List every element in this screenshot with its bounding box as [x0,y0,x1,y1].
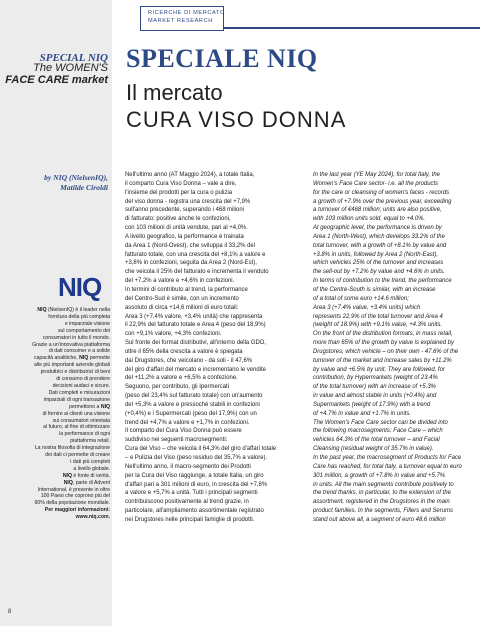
body-line-it: di fatturato; positive anche le confezioni, [125,216,231,223]
page-number: 8 [8,609,12,615]
body-line-it: Nell'ultimo anno (AT Maggio 2024), a totale Italia, [125,172,255,178]
niq-description-line: NIQ, parte di Advent [63,479,110,486]
body-line-it: Il comparto del Cura Viso Donna può essere [125,428,242,435]
body-line-en: contribution, by Hypermarkets (weight of 23.4% [313,375,438,382]
header-label-en: MARKET RESEARCH [148,18,213,24]
body-line-it: da Area 1 (Nord-Ovest), che sviluppa il 33,2% del [125,242,256,249]
body-line-en: In terms of contribution to the trend, the performance [313,278,452,285]
body-line-en: +3.8% in units, followed by Area 2 (North-East), [313,251,439,258]
body-line-it: del giro d'affari del mercato e incrementano le vendite [125,366,266,373]
body-line-it: il 22,9% del fatturato totale e Area 4 (peso del 18,9%) [125,322,266,329]
body-line-en: stand out above all, a segment of euro 48.6 million [313,516,446,523]
body-line-en: product families. In the segments, Fillers and Serums [313,508,453,515]
niq-description-line: a livello globale. [73,465,110,472]
niq-logo: NIQ [58,272,102,302]
body-line-en: Care has reached, for total Italy, a turnover equal to euro [313,463,462,470]
niq-description-line: decisioni audaci e sicure. [52,382,110,389]
body-line-it: contribuiscono positivamente al trend grazie, in [125,499,249,506]
body-line-it: con 103 milioni di unità vendute, pari al +4,0%. [125,225,248,232]
niq-description [2,307,110,521]
article-title-line1: Il mercato [126,80,223,105]
body-text-italian [125,171,295,525]
niq-description-line: 90% della popolazione mondiale. [34,500,110,507]
body-line-it: +3,8% in confezioni, seguita da Area 2 (Nord-Est), [125,260,257,267]
niq-description-line: NIQ è fonte di verità. [62,472,110,479]
body-line-en: of a total of some euro +14.6 million; [313,295,409,302]
body-line-it: a valore e +5,7% a unità. Tutti i principali segmenti [125,490,258,497]
niq-description-line: di consumo di prendere [56,376,110,383]
author-line2: Matilde Ciroldi [60,183,108,192]
body-line-it: sull'anno precedente, superando i 468 milioni [125,207,244,214]
niq-description-line: di dati consumer e a solide [48,348,110,355]
body-line-it: (+0,4%) e i Supermercati (peso del 17,9%) con un [125,410,257,417]
niq-description-line: consumatori in tutto il mondo. [42,334,110,341]
body-line-it: In termini di contributo al trend, la performance [125,286,248,293]
body-line-en: vehicles 64.3% of the total turnover – and Facial [313,437,440,444]
niq-description-line: capacità analitiche, NIQ permette [33,355,110,362]
author-line1: by NIQ (NielsenIQ), [44,173,108,182]
niq-description-line: www.niq.com. [75,514,110,521]
niq-description-line: di fornire ai clienti una visione [42,410,110,417]
body-line-en: At geographic level, the performance is driven by [313,225,442,232]
body-line-en: of the Centre-South is similar, with an increase [313,286,436,293]
body-line-it: – e Pulizia del Viso (peso residuo del 35,7% a valore). [125,455,268,461]
body-line-en: in value and almost stable in units (+0.4%) and [313,393,437,400]
body-text-english [313,171,479,525]
body-line-it: A livello geografico, la performance è trainata [125,233,244,240]
niq-description-line: fornitura della più completa [48,313,110,320]
niq-description-line: 100 Paesi che coprono più del [40,493,110,500]
niq-description-line: Per maggiori informazioni: [44,507,110,514]
niq-description-line: i dati più completi [70,458,110,465]
body-line-en: in units. All the main segments contribute positively to [313,481,454,488]
body-line-it: Nell'ultimo anno, il macro-segmento dei Prodotti [125,463,251,470]
body-line-it: assoluto di circa +14,6 milioni di euro totali: [125,304,239,311]
body-line-en: The Women's Face Care sector can be divided into [313,419,448,426]
body-line-en: of the total turnover) with an increase of +5.3% [313,384,436,391]
body-line-it: trend del +4,7% a valore e +1,7% in confezioni. [125,419,250,426]
body-line-en: In the past year, the macrosegment of Products for Face [313,455,462,461]
niq-description-line: la performance di ogni [59,431,110,438]
body-line-it: oltre il 65% della crescita a valore è spiegata [125,348,243,355]
body-line-en: the following macrosegments: Face Care – which [313,428,443,435]
niq-description-line: piattaforma retail. [70,438,110,445]
body-line-it: (peso del 23,4% sul fatturato totale) con un'aumento [125,393,263,400]
body-line-en: Supermarkets (weight of 17.9%) with a trend [313,401,431,408]
body-line-it: suddiviso nei seguenti macrosegmenti: [125,437,228,444]
author-credit [0,173,108,193]
niq-description-line: Grazie a un'innovativa piattaforma [32,341,110,348]
body-line-en: with 103 million units sold, equal to +4.0%. [313,216,426,223]
body-line-it: d'affari pari a 301 milioni di euro, in crescita del +7,8% [125,481,268,488]
body-line-it: che veicola il 25% del fatturato e incrementa il venduto [125,269,269,276]
niq-description-line: imparziali di ogni transazione [43,396,110,403]
body-line-en: a turnover of €468 million; units are also positive, [313,207,442,214]
niq-description-line: sul comportamento dei [57,327,110,334]
body-line-en: Cleansing (residual weight of 35.7% in value). [313,446,434,453]
body-line-it: il comparto Cura Viso Donna – vale a dire, [125,180,237,187]
niq-description-line: dei dati ci permette di creare [45,452,110,459]
body-line-it: del +7,2% a valore e +4,6% in confezioni. [125,278,235,285]
body-line-en: assortment, registered in the Drugstores in the main [313,499,450,506]
sidebar-special-label: SPECIAL NIQ [39,52,108,64]
article-title-line2: CURA VISO DONNA [126,107,347,132]
body-line-en: more than 65% of the growth by value is explained by [313,340,454,347]
body-line-it: del viso donna - registra una crescita del +7,9% [125,198,251,205]
body-line-it: per la Cura del Viso raggiunge, a totale Italia, un giro [125,472,264,479]
body-line-it: del +11,2% a valore e +6,5% a confezione. [125,375,238,382]
body-line-it: del Centro-Sud è simile, con un incremento [125,295,239,302]
body-line-en: total turnover, with a growth of +8.1% by value and [313,242,447,249]
header-label-it: RICERCHE DI MERCATO [148,10,225,16]
niq-description-line: La nostra filosofia di integrazione [34,445,110,452]
body-line-it: dai Drugstores, che veicolano - da soli - il 47,6% [125,357,253,364]
niq-description-line: sui consumatori orientata [52,417,110,424]
body-line-en: (weight of 18.9%) with +9.1% value, +4.3% units. [313,322,443,329]
body-line-it: particolare, all'ampliamento assortimentale registrato [125,508,264,515]
body-line-it: con +9,1% valore, +4,3% confezioni. [125,331,222,338]
body-line-it: Cura del Viso – che veicola il 64,3% del giro d'affari totale [125,446,277,453]
body-line-it: fatturato totale, con una crescita del +8,1% a valore e [125,251,266,258]
body-line-en: the trend thanks, in particular, to the extension of the [313,490,451,497]
sidebar-subtitle-line2: FACE CARE market [5,74,108,86]
body-line-en: of +4.7% in value and +1.7% in units. [313,410,412,417]
body-line-en: for the care or cleansing of women's faces - records [313,189,450,196]
body-line-en: Area 3 (+7.4% value, +3.4% units) which [313,304,421,311]
body-line-en: In the last year (YE May 2024), for total Italy, the [313,172,440,178]
body-line-en: Area 1 (North-West), which develops 33.2% of the [313,233,445,240]
body-line-en: a growth of +7.9% over the previous year, exceeding [313,198,452,205]
body-line-en: Drugstores, which vehicle – on their own - 47.6% of the [313,348,459,355]
niq-description-line: al futuro, al fine di ottimizzare [43,424,110,431]
body-line-it: Area 3 (+7,4% valore, +3,4% unità) che rappresenta [125,313,263,320]
body-line-en: On the front of the distribution formats, in mass retail, [313,331,453,338]
niq-description-line: produttrici e distributrici di beni [40,369,110,376]
niq-description-line: alle più importanti aziende globali [33,362,110,369]
niq-description-line: International, è presente in oltre [37,486,110,493]
body-line-it: nei Drugstores nelle principali famiglie di prodotti. [125,516,255,523]
sidebar-subtitle-line1: The WOMEN'S [33,62,108,74]
article-kicker: SPECIALE NIQ [126,44,318,73]
body-line-en: represents 22.9% of the total turnover and Area 4 [313,313,443,320]
sidebar-subtitle [0,62,108,86]
niq-description-line: Dati completi e misurazioni [48,389,110,396]
body-line-en: Women's Face Care sector- i.e. all the products [313,180,439,187]
body-line-en: which vehicles 25% of the turnover and increases [313,260,444,267]
body-line-en: the sell-out by +7.2% by value and +4.6% in units. [313,269,445,276]
niq-description-line: permettono a NIQ [69,403,110,410]
body-line-it: Sul fronte dei format distributivi, all'interno della GDO, [125,340,267,347]
niq-description-line: NIQ (NielsenIQ) è il leader nella [37,307,110,313]
body-line-it: Seguono, per contributo, gli Ipermercati [125,384,229,391]
niq-description-line: e imparziale visione [64,320,110,327]
body-line-en: 301 million, a growth of +7.8% in value and +5.7% [313,472,446,479]
body-line-it: l'insieme dei prodotti per la cura o pulizia [125,189,233,196]
body-line-en: turnover of the market and increase sales by +11.2% [313,357,452,364]
body-line-it: del +5,3% a valore e pressoché stabili in confezioni [125,401,260,408]
body-line-en: by value and +6.5% by unit. They are followed, for [313,366,445,373]
